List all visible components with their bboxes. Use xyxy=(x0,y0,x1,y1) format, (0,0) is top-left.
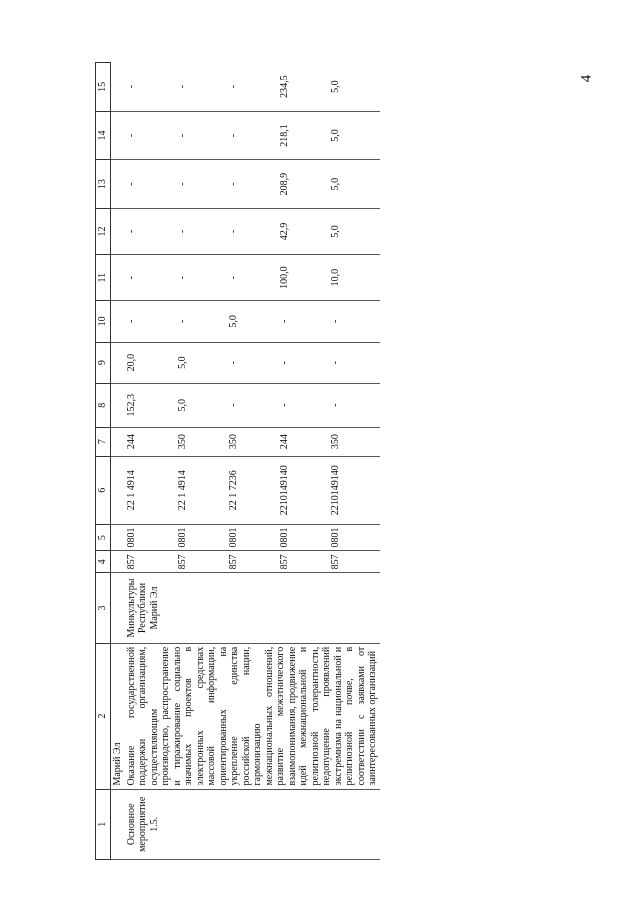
target-code: 2210149140 xyxy=(278,456,329,524)
column-header: 6 xyxy=(96,456,111,524)
value-cell: - xyxy=(329,301,380,342)
target-code: 22 1 4914 xyxy=(125,456,176,524)
section-code: 0801 xyxy=(278,524,329,551)
rotated-table-area xyxy=(95,62,640,852)
value-cell: - xyxy=(176,111,227,160)
page-number: 4 xyxy=(578,74,595,83)
value-cell: 20,0 xyxy=(125,342,176,383)
target-code: 22 1 4914 xyxy=(176,456,227,524)
target-code: 22 1 7236 xyxy=(227,456,278,524)
section-code: 0801 xyxy=(125,524,176,551)
event-executor: Минкультуры Республики Марий Эл xyxy=(125,573,380,643)
column-number-row xyxy=(96,63,111,860)
value-cell: 5,0 xyxy=(329,111,380,160)
value-cell: 100,0 xyxy=(278,255,329,301)
value-cell: 5,0 xyxy=(329,160,380,209)
budget-table xyxy=(95,62,380,860)
column-header: 12 xyxy=(96,208,111,254)
value-cell: - xyxy=(176,160,227,209)
value-cell: 5,0 xyxy=(329,208,380,254)
landscape-page xyxy=(95,62,620,860)
expense-type: 350 xyxy=(329,427,380,456)
event-title: Основное мероприятие 1.5. xyxy=(125,789,380,859)
column-header: 5 xyxy=(96,524,111,551)
expense-type: 350 xyxy=(227,427,278,456)
value-cell: 234,5 xyxy=(278,63,329,112)
table-row xyxy=(125,63,176,860)
event-description: Оказание государственной поддержки организациям, осуществляющим производство, распространение и тиражирование социально значимых проектов в электронных средствах массовой информации, ориентированных на укрепление единства российской нации, гармонизацию межнациональных отношений, развитие межэтнического взаимопонимания, продвижение идей межнациональной и религиозной толерантности, недопущение проявлений экстремизма на национальной и религиозной почве, в соответствии с заявками от заинтересованных организаций xyxy=(125,643,380,789)
grbs-code: 857 xyxy=(227,551,278,573)
section-code: 0801 xyxy=(176,524,227,551)
value-cell: - xyxy=(125,301,176,342)
value-cell: 218,1 xyxy=(278,111,329,160)
expense-type: 350 xyxy=(176,427,227,456)
value-cell: - xyxy=(176,301,227,342)
value-cell: - xyxy=(329,342,380,383)
value-cell: - xyxy=(227,160,278,209)
grbs-code: 857 xyxy=(329,551,380,573)
value-cell: - xyxy=(227,208,278,254)
value-cell: 152,3 xyxy=(125,383,176,427)
column-header: 9 xyxy=(96,342,111,383)
grbs-code: 857 xyxy=(176,551,227,573)
column-header: 8 xyxy=(96,383,111,427)
value-cell: - xyxy=(125,160,176,209)
column-header: 15 xyxy=(96,63,111,112)
value-cell: - xyxy=(125,255,176,301)
column-header: 13 xyxy=(96,160,111,209)
value-cell: - xyxy=(227,383,278,427)
column-header: 10 xyxy=(96,301,111,342)
value-cell: 5,0 xyxy=(329,63,380,112)
value-cell: - xyxy=(176,208,227,254)
target-code: 2210149140 xyxy=(329,456,380,524)
column-header: 2 xyxy=(96,643,111,789)
value-cell: - xyxy=(278,383,329,427)
continuation-text: Марий Эл xyxy=(111,643,125,789)
value-cell: - xyxy=(227,63,278,112)
section-code: 0801 xyxy=(329,524,380,551)
value-cell: - xyxy=(227,255,278,301)
value-cell: - xyxy=(125,63,176,112)
value-cell: 42,9 xyxy=(278,208,329,254)
value-cell: 5,0 xyxy=(227,301,278,342)
value-cell: - xyxy=(176,255,227,301)
expense-type: 244 xyxy=(278,427,329,456)
column-header: 14 xyxy=(96,111,111,160)
value-cell: - xyxy=(278,301,329,342)
value-cell: - xyxy=(329,383,380,427)
value-cell: 208,9 xyxy=(278,160,329,209)
value-cell: - xyxy=(125,111,176,160)
value-cell: - xyxy=(227,111,278,160)
column-header: 1 xyxy=(96,789,111,859)
value-cell: - xyxy=(227,342,278,383)
column-header: 4 xyxy=(96,551,111,573)
value-cell: - xyxy=(125,208,176,254)
expense-type: 244 xyxy=(125,427,176,456)
continuation-row xyxy=(111,63,125,860)
section-code: 0801 xyxy=(227,524,278,551)
value-cell: - xyxy=(176,63,227,112)
column-header: 11 xyxy=(96,255,111,301)
column-header: 3 xyxy=(96,573,111,643)
value-cell: - xyxy=(278,342,329,383)
column-header: 7 xyxy=(96,427,111,456)
grbs-code: 857 xyxy=(125,551,176,573)
value-cell: 5,0 xyxy=(176,383,227,427)
grbs-code: 857 xyxy=(278,551,329,573)
value-cell: 5,0 xyxy=(176,342,227,383)
value-cell: 10,0 xyxy=(329,255,380,301)
